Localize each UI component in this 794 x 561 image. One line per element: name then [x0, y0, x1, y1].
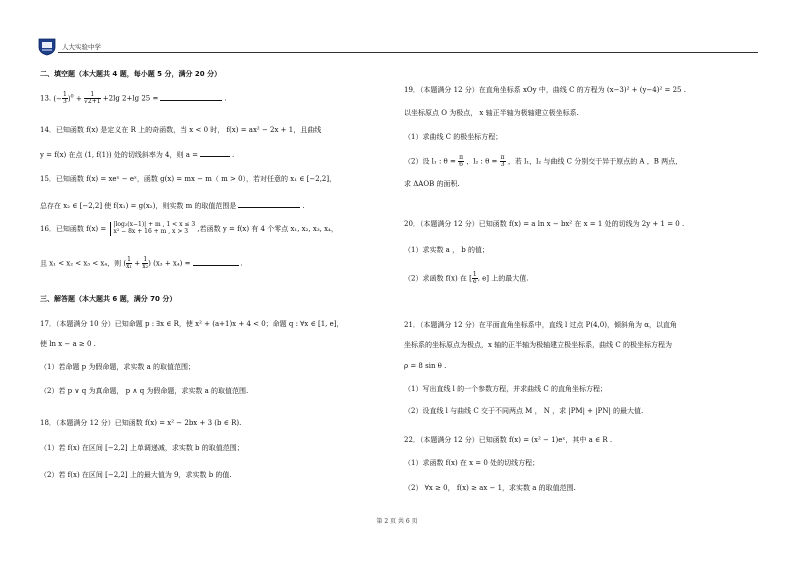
question-18-sub2: （2）若 f(x) 在区间 [−2,2] 上的最大值为 9，求实数 b 的值.	[40, 471, 232, 479]
question-16-line2: 且 x₁ < x₂ < x₃ < x₄，则 ( $\frac{1}{\text{x₁}}$ + $\frac{1}{\text{x₂}}$ ) (x₃ + x₄) = .	[40, 256, 243, 270]
question-17-line1: 17．（本题满分 10 分）已知命题 p : ∃x ∈ R，使 x² + (a+1)x + 4 < 0；命题 q : ∀x ∈ [1, e]，	[40, 320, 344, 328]
q13-answer-blank[interactable]	[160, 93, 222, 101]
q14-answer-blank[interactable]	[200, 149, 230, 157]
question-16-line1: 16．已知函数 f(x) = |log₂(x−1)| + m , 1 < x ≤ 3 x² − 8x + 16 + m , x > 3 ,若函数 y = f(x) 有 4 个零点 x₁, x₂, x₃, x₄，	[40, 221, 338, 235]
question-14-line1: 14．已知函数 f(x) 是定义在 R 上的奇函数，当 x < 0 时， f(x) = ax² − 2x + 1，且曲线	[40, 126, 322, 134]
school-logo-icon	[36, 36, 58, 56]
question-19-line1: 19．（本题满分 12 分）在直角坐标系 xOy 中，曲线 C 的方程为 (x−3)² + (y−4)² = 25 .	[404, 86, 686, 94]
question-17-line2: 使 ln x − a ≥ 0 .	[40, 340, 96, 348]
question-15-line2: 总存在 x₂ ∈ [−2,2] 使 f(x₁) = g(x₂)，则实数 m 的取值范围是 .	[40, 202, 305, 210]
q13-power: (− $\frac{1}{3}$ )$^0$ +	[53, 91, 82, 105]
question-19-sub2-end: 求 ΔAOB 的面积.	[404, 180, 460, 188]
question-19-sub1: （1）求曲线 C 的极坐标方程；	[404, 133, 503, 141]
school-name: 人大实验中学	[62, 43, 101, 51]
question-20-sub2: （2）求函数 f(x) 在 [ $\frac{1}{e}$ , e] 上的最大值.	[404, 271, 529, 285]
q15-answer-blank[interactable]	[238, 200, 300, 208]
section-solve-title: 三、解答题（本大题共 6 题，满分 70 分）	[40, 295, 177, 303]
q16-piecewise: |log₂(x−1)| + m , 1 < x ≤ 3 x² − 8x + 16 + m , x > 3	[110, 222, 195, 236]
question-15-line1: 15．已知函数 f(x) = xeˣ − eˣ，函数 g(x) = mx − m（ m > 0），若对任意的 x₁ ∈ [−2,2]，	[40, 175, 337, 183]
question-20-line1: 20．（本题满分 12 分）已知函数 f(x) = a ln x − bx² 在 x = 1 处的切线为 2y + 1 = 0 .	[404, 220, 685, 228]
header-rule	[58, 52, 758, 53]
question-21-sub1: （1）写出直线 l 的一个参数方程，并求曲线 C 的直角坐标方程；	[404, 385, 607, 393]
question-19-line2: 以坐标原点 O 为极点， x 轴正半轴为极轴建立极坐标系.	[404, 109, 579, 117]
question-19-sub2: （2）设 l₁ : θ = $\frac{\pi}{6}$ ，l₂ : θ = $\frac{\pi}{3}$ ，若 l₁，l₂ 与曲线 C 分别交于异于原点的 A ，B 两点，	[404, 154, 683, 168]
question-21-sub2: （2）设直线 l 与曲线 C 交于不同两点 M ， N ，求 |PM| + |PN| 的最大值.	[404, 407, 644, 415]
section-fill-title: 二、填空题（本大题共 4 题，每小题 5 分，满分 20 分）	[40, 70, 222, 78]
page-header	[36, 36, 758, 56]
question-14-line2: y = f(x) 在点 (1, f(1)) 处的切线斜率为 4，则 a = .	[40, 151, 235, 159]
question-22-sub2: （2） ∀x ≥ 0， f(x) ≥ ax − 1，求实数 a 的取值范围.	[404, 484, 576, 492]
q13-fraction: $\frac{1}{√2+1}$	[84, 91, 101, 105]
question-20-sub1: （1）求实数 a ， b 的值；	[404, 246, 490, 254]
question-17-sub1: （1）若命题 p 为假命题，求实数 a 的取值范围；	[40, 363, 196, 371]
question-13: 13. (− $\frac{1}{3}$ )$^0$ + $\frac{1}{√2+1}$ +2lg 2+lg 25 = .	[40, 91, 227, 105]
question-22-line1: 22．（本题满分 12 分）已知函数 f(x) = (x² − 1)eˣ，其中 a ∈ R .	[404, 436, 613, 444]
question-21-line2: 坐标系的坐标原点为极点，x 轴的正半轴为极轴建立极坐标系，曲线 C 的极坐标方程为	[404, 341, 672, 349]
question-17-sub2: （2）若 p ∨ q 为真命题， p ∧ q 为假命题，求实数 a 的取值范围.	[40, 387, 249, 395]
question-18-line1: 18．（本题满分 12 分）已知函数 f(x) = x² − 2bx + 3 (b ∈ R).	[40, 419, 242, 427]
question-22-sub1: （1）求函数 f(x) 在 x = 0 处的切线方程；	[404, 459, 540, 467]
q16-answer-blank[interactable]	[193, 258, 239, 266]
question-18-sub1: （1）若 f(x) 在区间 [−2,2] 上单调递减，求实数 b 的取值范围；	[40, 444, 244, 452]
question-21-line1: 21．（本题满分 12 分）在平面直角坐标系中，直线 l 过点 P(4,0)，倾斜角为 α，以直角	[404, 321, 677, 329]
page-footer: 第 2 页 共 6 页	[376, 518, 418, 525]
question-21-line3: ρ = 8 sin θ .	[404, 362, 447, 370]
